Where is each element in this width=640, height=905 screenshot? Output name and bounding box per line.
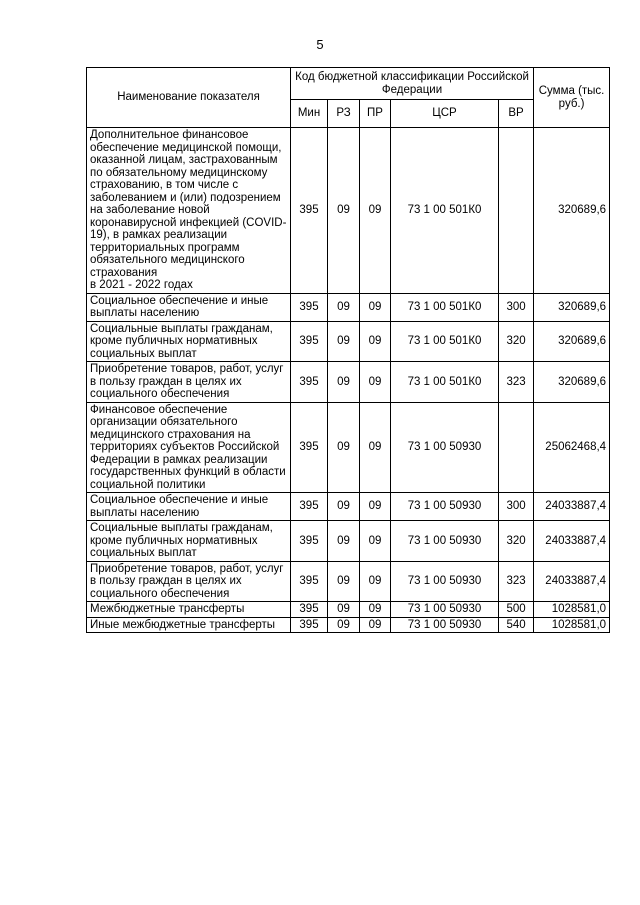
row-csr: 73 1 00 501К0 bbox=[391, 128, 499, 294]
row-name: Социальные выплаты гражданам, кроме публичных нормативных социальных выплат bbox=[87, 321, 291, 362]
table-row bbox=[87, 321, 610, 362]
row-vr bbox=[499, 128, 534, 294]
row-sum: 24033887,4 bbox=[534, 493, 610, 521]
row-sum: 1028581,0 bbox=[534, 617, 610, 633]
row-rz: 09 bbox=[328, 561, 360, 602]
table-row bbox=[87, 362, 610, 403]
row-csr: 73 1 00 50930 bbox=[391, 561, 499, 602]
row-sum: 24033887,4 bbox=[534, 561, 610, 602]
row-vr: 300 bbox=[499, 293, 534, 321]
table-row bbox=[87, 402, 610, 493]
row-vr: 320 bbox=[499, 321, 534, 362]
page-number: 5 bbox=[316, 37, 324, 52]
row-pr: 09 bbox=[360, 402, 391, 493]
row-min: 395 bbox=[291, 617, 328, 633]
row-vr: 320 bbox=[499, 521, 534, 562]
header-csr: ЦСР bbox=[391, 100, 499, 128]
row-min: 395 bbox=[291, 561, 328, 602]
row-csr: 73 1 00 50930 bbox=[391, 617, 499, 633]
row-csr: 73 1 00 50930 bbox=[391, 493, 499, 521]
row-min: 395 bbox=[291, 362, 328, 403]
row-rz: 09 bbox=[328, 321, 360, 362]
table-row bbox=[87, 293, 610, 321]
row-pr: 09 bbox=[360, 617, 391, 633]
row-sum: 320689,6 bbox=[534, 128, 610, 294]
row-sum: 1028581,0 bbox=[534, 602, 610, 618]
row-csr: 73 1 00 501К0 bbox=[391, 293, 499, 321]
row-csr: 73 1 00 50930 bbox=[391, 402, 499, 493]
row-sum: 25062468,4 bbox=[534, 402, 610, 493]
row-rz: 09 bbox=[328, 521, 360, 562]
budget-table bbox=[86, 67, 610, 633]
row-min: 395 bbox=[291, 521, 328, 562]
row-pr: 09 bbox=[360, 521, 391, 562]
row-rz: 09 bbox=[328, 362, 360, 403]
table-row bbox=[87, 521, 610, 562]
row-pr: 09 bbox=[360, 602, 391, 618]
row-name: Приобретение товаров, работ, услуг в пользу граждан в целях их социального обеспечения bbox=[87, 561, 291, 602]
row-name: Межбюджетные трансферты bbox=[87, 602, 291, 618]
row-name: Финансовое обеспечение организации обязательного медицинского страхования на территориях субъектов Российской Федерации в рамках реализации государственных функций в области социальной политики bbox=[87, 402, 291, 493]
row-rz: 09 bbox=[328, 617, 360, 633]
header-vr: ВР bbox=[499, 100, 534, 128]
row-min: 395 bbox=[291, 602, 328, 618]
row-name: Социальное обеспечение и иные выплаты населению bbox=[87, 493, 291, 521]
row-pr: 09 bbox=[360, 493, 391, 521]
row-pr: 09 bbox=[360, 362, 391, 403]
header-name: Наименование показателя bbox=[87, 68, 291, 128]
table-row bbox=[87, 128, 610, 294]
header-sum: Сумма (тыс. руб.) bbox=[534, 68, 610, 128]
row-vr: 540 bbox=[499, 617, 534, 633]
table-row bbox=[87, 602, 610, 618]
header-min: Мин bbox=[291, 100, 328, 128]
row-min: 395 bbox=[291, 493, 328, 521]
table-row bbox=[87, 561, 610, 602]
row-csr: 73 1 00 50930 bbox=[391, 602, 499, 618]
row-csr: 73 1 00 501К0 bbox=[391, 362, 499, 403]
table-row bbox=[87, 617, 610, 633]
row-sum: 320689,6 bbox=[534, 293, 610, 321]
table-body bbox=[87, 128, 610, 633]
table-row bbox=[87, 493, 610, 521]
row-rz: 09 bbox=[328, 493, 360, 521]
header-pr: ПР bbox=[360, 100, 391, 128]
row-name: Социальное обеспечение и иные выплаты населению bbox=[87, 293, 291, 321]
row-min: 395 bbox=[291, 321, 328, 362]
row-min: 395 bbox=[291, 402, 328, 493]
row-vr: 500 bbox=[499, 602, 534, 618]
row-vr: 300 bbox=[499, 493, 534, 521]
row-pr: 09 bbox=[360, 293, 391, 321]
row-vr: 323 bbox=[499, 362, 534, 403]
row-csr: 73 1 00 50930 bbox=[391, 521, 499, 562]
row-rz: 09 bbox=[328, 402, 360, 493]
row-rz: 09 bbox=[328, 293, 360, 321]
row-rz: 09 bbox=[328, 128, 360, 294]
row-rz: 09 bbox=[328, 602, 360, 618]
row-name: Дополнительное финансовое обеспечение медицинской помощи, оказанной лицам, застрахованным по обязательному медицинскому страхованию, в том числе с заболеванием и (или) подозрением на заболевание новой коронавирусной инфекцией (COVID-19), в рамках реализации территориальных программ обязательного медицинского страхования в 2021 - 2022 годах bbox=[87, 128, 291, 294]
row-pr: 09 bbox=[360, 561, 391, 602]
row-pr: 09 bbox=[360, 321, 391, 362]
row-name: Приобретение товаров, работ, услуг в пользу граждан в целях их социального обеспечения bbox=[87, 362, 291, 403]
row-vr: 323 bbox=[499, 561, 534, 602]
row-name: Социальные выплаты гражданам, кроме публичных нормативных социальных выплат bbox=[87, 521, 291, 562]
row-sum: 320689,6 bbox=[534, 321, 610, 362]
header-rz: РЗ bbox=[328, 100, 360, 128]
row-csr: 73 1 00 501К0 bbox=[391, 321, 499, 362]
row-sum: 24033887,4 bbox=[534, 521, 610, 562]
row-min: 395 bbox=[291, 293, 328, 321]
row-vr bbox=[499, 402, 534, 493]
row-sum: 320689,6 bbox=[534, 362, 610, 403]
row-min: 395 bbox=[291, 128, 328, 294]
header-kbk-group: Код бюджетной классификации Российской Федерации bbox=[291, 68, 534, 100]
row-pr: 09 bbox=[360, 128, 391, 294]
row-name: Иные межбюджетные трансферты bbox=[87, 617, 291, 633]
